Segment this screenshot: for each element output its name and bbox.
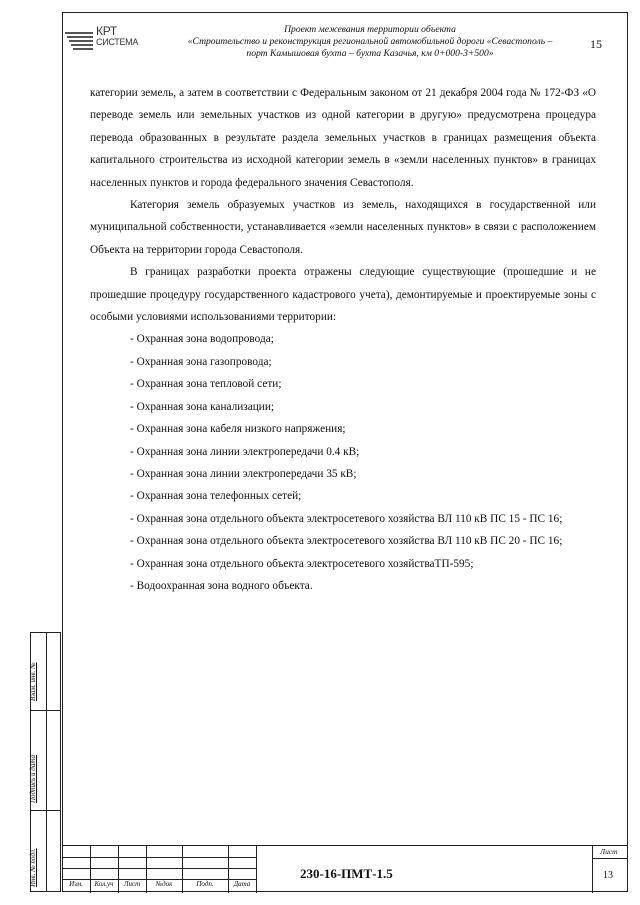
sheet-number: 13	[603, 870, 613, 881]
stamp-line	[62, 857, 256, 858]
stamp-col-change: Изм.	[69, 880, 83, 888]
list-item: - Охранная зона кабеля низкого напряжения;	[130, 423, 346, 436]
logo-main: КРТ	[96, 24, 117, 38]
stamp-line	[62, 868, 256, 869]
list-item: - Охранная зона водопровода;	[130, 333, 274, 346]
stamp-col-sheet: Лист	[123, 880, 141, 888]
list-item: - Водоохранная зона водного объекта.	[130, 579, 313, 592]
stamp-col-signature: Подп.	[196, 880, 214, 888]
document-code: 230-16-ПМТ-1.5	[300, 866, 393, 881]
document-body	[90, 82, 596, 597]
side-label-inventory: Инв. № подл.	[29, 848, 37, 887]
stamp-line	[592, 846, 593, 893]
logo-sub: СИСТЕМА	[96, 37, 139, 47]
list-item: - Охранная зона телефонных сетей;	[130, 490, 302, 503]
paragraph-1: категории земель, а затем в соответствии с Федеральным законом от 21 декабря 2004 года № 172-ФЗ «О переводе земель или земельных участков из одной категории в другую» предусмотрена процедура перевода образованных в результате раздела земельных участков в границах размещения объекта капитального строительства из исходной категории земель в «земли населенных пунктов» в границах населенных пунктов и города федерального значения Севастополя.	[90, 87, 596, 189]
side-label-replacement: Взам. инв. №	[29, 662, 37, 701]
header-title-line2: «Строительство и реконструкция региональной автомобильной дороги «Севастополь –	[187, 36, 553, 47]
side-label-signature: Подпись и дата	[29, 755, 37, 803]
header-title	[150, 24, 590, 60]
list-item: - Охранная зона канализации;	[130, 400, 275, 413]
sheet-label: Лист	[600, 847, 618, 856]
list-item: - Охранная зона отдельного объекта электросетевого хозяйства ВЛ 110 кВ ПС 15 - ПС 16;	[130, 512, 563, 525]
header-page-number: 15	[590, 37, 602, 51]
stamp-col-count: Кол.уч	[94, 880, 114, 888]
list-item: - Охранная зона отдельного объекта электросетевого хозяйстваТП-595;	[130, 557, 474, 570]
header-title-line1: Проект межевания территории объекта	[284, 24, 456, 35]
list-item: - Охранная зона линии электропередачи 0.4 кВ;	[130, 445, 360, 458]
list-item: - Охранная зона газопровода;	[130, 355, 272, 368]
stamp-line	[592, 858, 628, 859]
paragraph-3: В границах разработки проекта отражены следующие существующие (прошедшие и не прошедшие процедуру государственного кадастрового учета), демонтируемые и проектируемые зоны с особыми условиями использованиями территории:	[90, 266, 596, 324]
stamp-line	[256, 846, 257, 893]
header-title-line3: порт Камышовая бухта – бухта Казачья, км 0+000-3+500»	[246, 48, 494, 59]
list-item: - Охранная зона отдельного объекта электросетевого хозяйства ВЛ 110 кВ ПС 20 - ПС 16;	[130, 535, 563, 548]
stamp-col-date: Дата	[233, 880, 251, 888]
stamp-col-docno: №док	[155, 880, 173, 888]
list-item: - Охранная зона линии электропередачи 35 кВ;	[130, 467, 357, 480]
paragraph-2: Категория земель образуемых участков из земель, находящихся в государственной или муниципальной собственности, устанавливается «земли населенных пунктов» в связи с расположением Объекта на территории города Севастополя.	[90, 199, 596, 256]
side-stamp	[30, 632, 61, 892]
list-item: - Охранная зона тепловой сети;	[130, 378, 282, 391]
logo-text	[96, 26, 138, 48]
